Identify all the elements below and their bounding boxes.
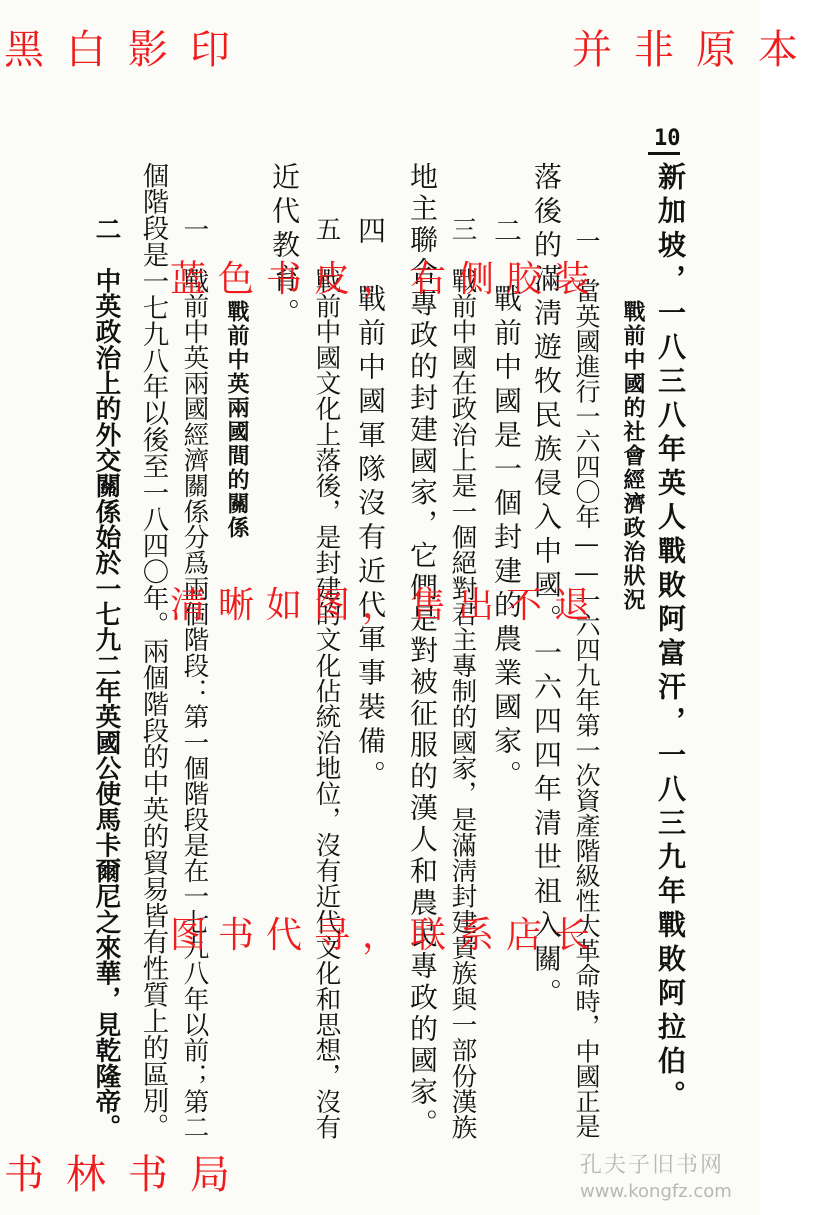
watermark-bottom-left: 书林书局	[4, 1152, 252, 1198]
text-column-1: 新加坡，一八三八年英人戰敗阿富汗，一八三九年戰敗阿拉伯。	[654, 162, 687, 1114]
page-number-rule	[648, 152, 680, 155]
watermark-middle-1: 蓝色书皮，右侧胶装	[170, 259, 603, 300]
site-watermark	[580, 1148, 732, 1202]
text-column-11: 個階段是一七九八年以後至一八四〇年。兩個階段的中英的貿易皆有性質上的區別。	[138, 162, 169, 1140]
text-column-2: 一 當英國進行一六四〇年——一六四九年第一次資產階級性大革命時，中國正是	[572, 228, 601, 1139]
section-heading-2: 戰前中英兩國間的關係	[224, 300, 250, 540]
section-heading-1: 戰前中國的社會經濟政治狀況	[620, 300, 646, 612]
text-column-10: 一 戰前中英兩國經濟關係分爲兩個階段：第一個階段是在一七九八年以前；第二	[179, 216, 209, 1140]
site-name: 孔夫子旧书网	[580, 1153, 725, 1178]
text-column-6: 地主聯合專政的封建國家，它們是對被征服的漢人和農民專政的國家。	[406, 162, 439, 1140]
text-column-12: 二 中英政治上的外交關係始於一七九二年英國公使馬卡爾尼之來華，見乾隆帝。	[91, 216, 121, 1140]
page-number: 10	[654, 126, 681, 151]
watermark-top-left: 黑白影印	[4, 27, 252, 73]
text-column-5: 三 戰前中國在政治上是一個絕對君主專制的國家，是滿淸封建貴族與一部份漢族	[447, 216, 477, 1140]
text-column-7: 四 戰前中國軍隊沒有近代軍事裝備。	[354, 216, 387, 794]
site-url: www.kongfz.com	[580, 1181, 732, 1202]
text-column-9: 近代教育。	[268, 162, 301, 332]
watermark-top-right: 并非原本	[572, 27, 820, 73]
text-column-8: 五 戰前中國文化上落後，是封建的文化佔統治地位，沒有近代文化和思想，沒有	[311, 216, 341, 1140]
watermark-middle-2: 清晰如图，售出不退	[170, 585, 603, 626]
text-column-4: 二 戰前中國是一個封建的農業國家。	[490, 216, 523, 794]
watermark-middle-3: 图书代寻，联系店长	[170, 915, 603, 956]
text-column-3: 落後的滿淸遊牧民族侵入中國。一六四四年清世祖入關。	[530, 162, 563, 1012]
